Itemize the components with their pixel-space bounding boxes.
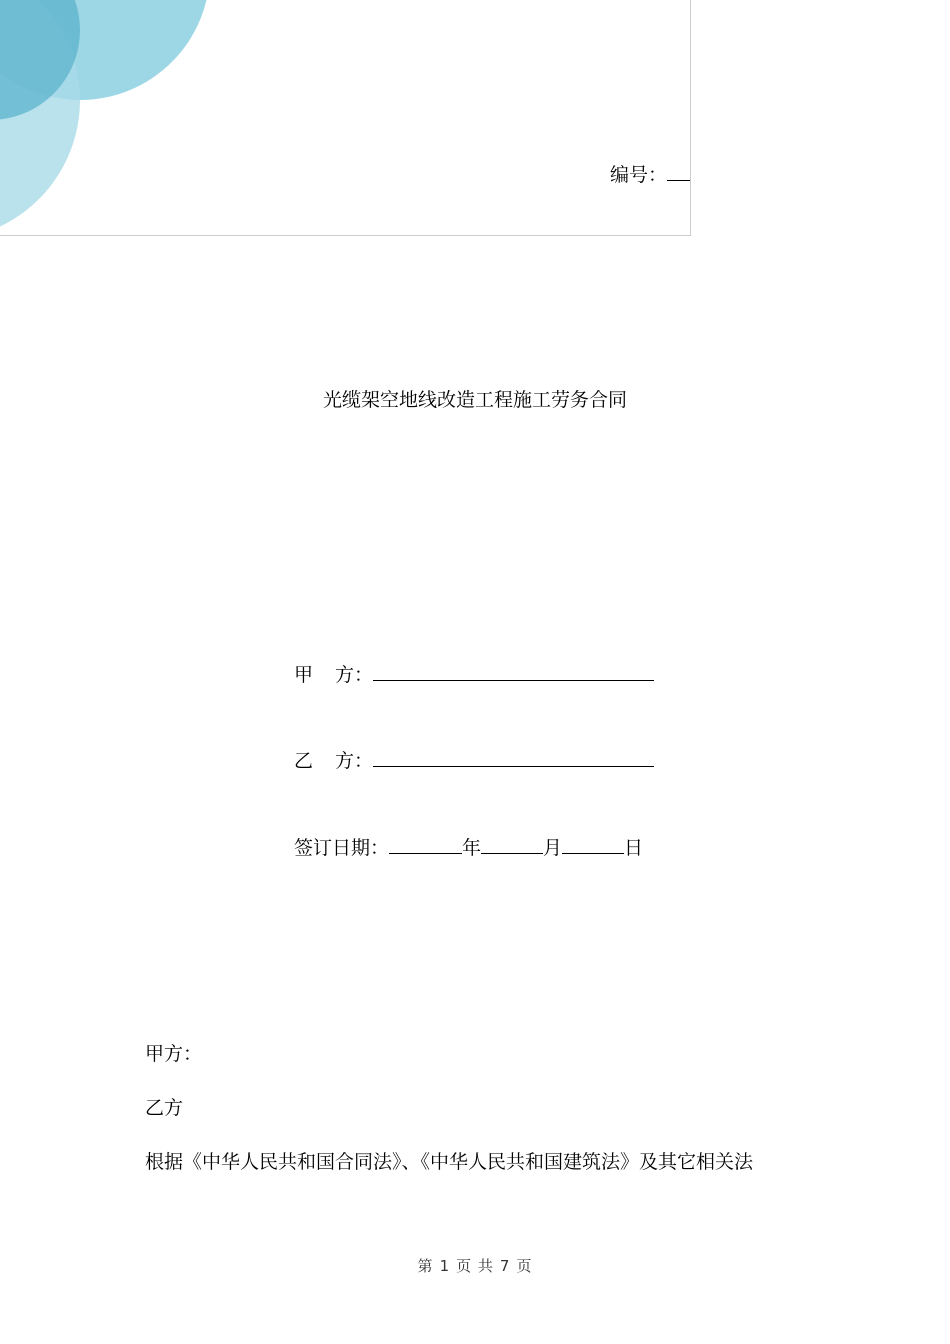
- header-box: [0, 0, 691, 236]
- party-b-label-1: 乙: [294, 750, 314, 772]
- year-blank[interactable]: [389, 833, 462, 854]
- party-a-label-2: 方：: [335, 664, 374, 686]
- document-number: [610, 160, 691, 188]
- day-label: 日: [624, 837, 644, 859]
- body-paragraph: 根据《中华人民共和国合同法》、《中华人民共和国建筑法》及其它相关法: [145, 1151, 754, 1173]
- footer-prefix: 第: [417, 1257, 434, 1275]
- body-party-a: 甲方：: [145, 1043, 203, 1065]
- body-party-b: 乙方: [145, 1097, 184, 1119]
- month-label: 月: [543, 837, 563, 859]
- party-a-field: [294, 660, 654, 688]
- party-a-blank[interactable]: [373, 660, 654, 681]
- party-b-blank[interactable]: [373, 746, 654, 767]
- document-number-label: 编号：: [610, 164, 668, 186]
- document-title: 光缆架空地线改造工程施工劳务合同: [322, 389, 627, 411]
- day-blank[interactable]: [562, 833, 624, 854]
- footer-total-pages: 7: [499, 1257, 511, 1275]
- page-footer: [0, 1255, 950, 1277]
- sign-date-label: 签订日期：: [294, 837, 390, 859]
- footer-page-number: 1: [439, 1257, 451, 1275]
- party-b-label-2: 方：: [335, 750, 374, 772]
- party-b-field: [294, 746, 654, 774]
- document-number-blank[interactable]: [667, 160, 691, 181]
- year-label: 年: [462, 837, 482, 859]
- sign-date-field: [294, 833, 643, 861]
- month-blank[interactable]: [481, 833, 543, 854]
- footer-suffix: 页: [516, 1257, 533, 1275]
- party-a-label-1: 甲: [294, 664, 314, 686]
- decorative-circles: [0, 0, 260, 236]
- footer-mid: 页 共: [456, 1257, 494, 1275]
